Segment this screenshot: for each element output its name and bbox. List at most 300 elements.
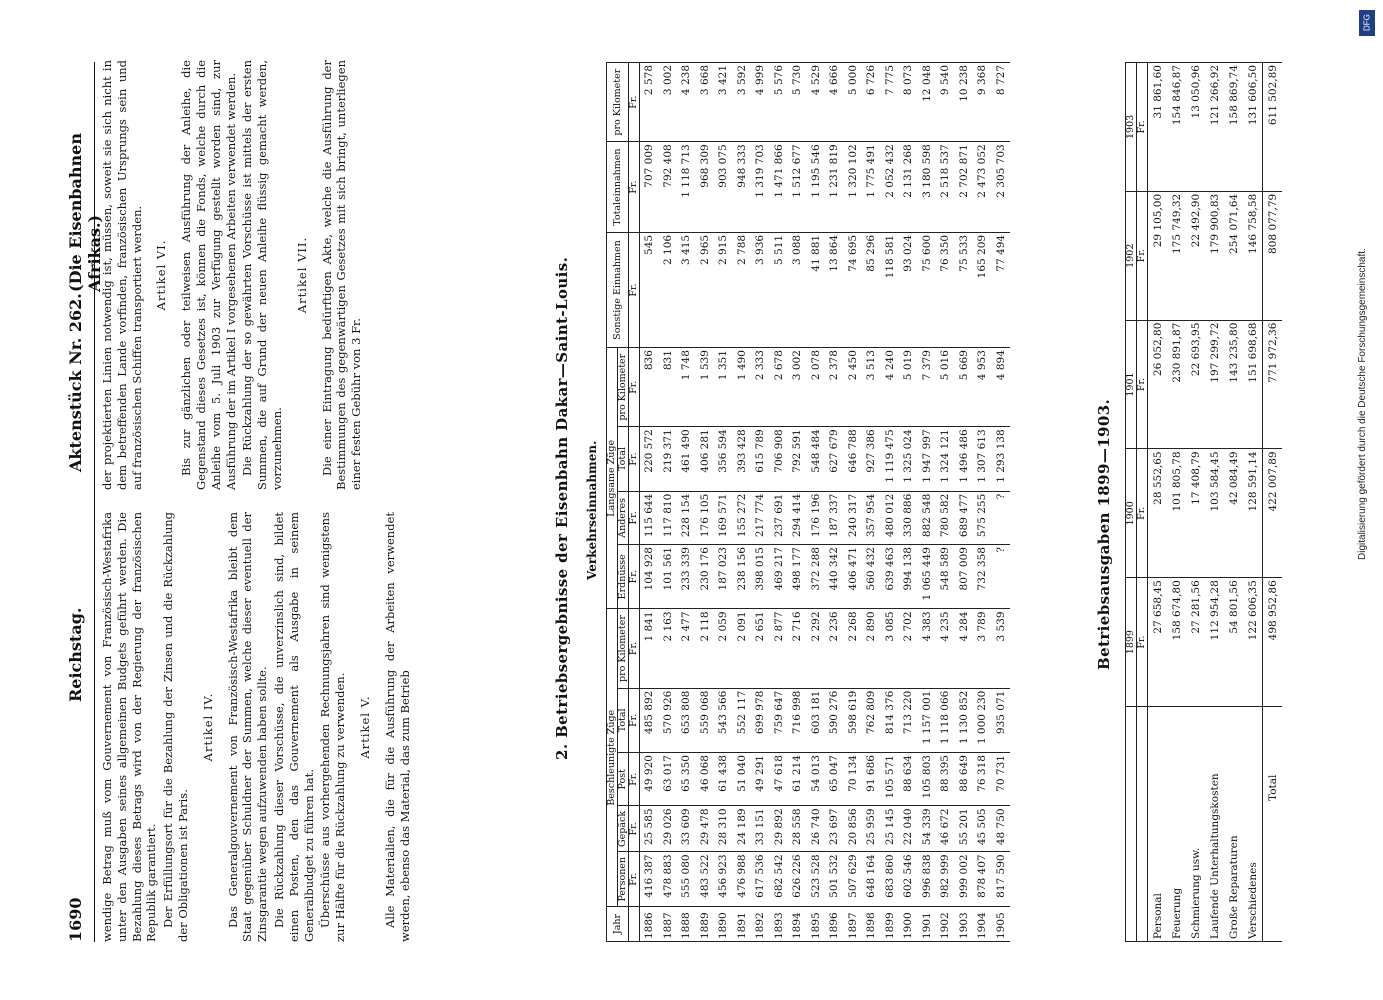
- value-cell: 75 533: [955, 232, 974, 347]
- value-cell: 46 672: [936, 806, 955, 852]
- value-cell: 4 953: [973, 348, 992, 427]
- value-cell: 2 091: [733, 609, 752, 688]
- value-cell: 330 886: [899, 491, 918, 544]
- value-cell: 3 539: [992, 609, 1011, 688]
- value-cell: 77 494: [992, 232, 1011, 347]
- value-cell: 4 383: [918, 609, 937, 688]
- year-cell: 1904: [973, 907, 992, 942]
- value-cell: 706 908: [770, 427, 789, 491]
- value-cell: 7 379: [918, 348, 937, 427]
- header-cell: Gepäck: [618, 806, 629, 852]
- value-cell: 105 571: [881, 753, 900, 806]
- table-row: [1148, 63, 1168, 942]
- header-cell-empty: [1137, 707, 1148, 942]
- value-cell: 406 281: [696, 427, 715, 491]
- year-cell: 1892: [751, 907, 770, 942]
- header-cell: Totaleinnahmen: [607, 142, 629, 233]
- value-cell: 238 156: [733, 545, 752, 609]
- value-cell: 575 255: [973, 491, 992, 544]
- row-label: Laufende Unterhaltungskosten: [1205, 707, 1224, 942]
- header-cell: Personen: [618, 852, 629, 907]
- value-cell: 2 890: [862, 609, 881, 688]
- value-cell: 653 808: [677, 688, 696, 752]
- table-row: [1224, 63, 1243, 942]
- table-row: [696, 63, 715, 942]
- value-cell: 646 788: [844, 427, 863, 491]
- value-cell: 1 539: [696, 348, 715, 427]
- value-cell: 2 106: [659, 232, 678, 347]
- value-cell: 2 915: [714, 232, 733, 347]
- value-cell: 26 052,80: [1148, 320, 1168, 449]
- value-cell: 3 180 598: [918, 142, 937, 233]
- value-cell: 5 511: [770, 232, 789, 347]
- value-cell: 2 059: [714, 609, 733, 688]
- value-cell: 639 463: [881, 545, 900, 609]
- value-cell: 76 350: [936, 232, 955, 347]
- value-cell: 485 892: [640, 688, 659, 752]
- aktenstueck-label: Aktenstück Nr. 262.: [66, 293, 85, 472]
- value-cell: 104 928: [640, 545, 659, 609]
- value-cell: 2 651: [751, 609, 770, 688]
- value-cell: 626 226: [788, 852, 807, 907]
- section-subtitle: Verkehrseinnahmen.: [585, 440, 599, 580]
- value-cell: 699 978: [751, 688, 770, 752]
- paragraph: Das Generalgouvernement von Französisch-Westafrika bleibt dem Staat gegenüber Schuldner der Summen, welche dieser eventuell der Zinsgarantie wegen aufzuwenden haben sollte.: [225, 512, 270, 942]
- value-cell: 570 926: [659, 688, 678, 752]
- value-cell: 2 965: [696, 232, 715, 347]
- value-cell: 22 693,95: [1186, 320, 1205, 449]
- value-cell: 2 118: [696, 609, 715, 688]
- table-row: [899, 63, 918, 942]
- value-cell: 590 276: [825, 688, 844, 752]
- value-cell: 49 291: [751, 753, 770, 806]
- value-cell: 28 558: [788, 806, 807, 852]
- value-cell: 3 592: [733, 63, 752, 142]
- unit-cell: Fr.: [1137, 63, 1148, 192]
- value-cell: 115 644: [640, 491, 659, 544]
- value-cell: 598 619: [844, 688, 863, 752]
- value-cell: 996 838: [918, 852, 937, 907]
- year-cell: 1889: [696, 907, 715, 942]
- unit-cell: Fr.: [629, 232, 640, 347]
- value-cell: 406 471: [844, 545, 863, 609]
- header-cell: Post: [618, 753, 629, 806]
- article-heading: Artikel VI.: [154, 239, 169, 311]
- value-cell: 507 629: [844, 852, 863, 907]
- year-cell: 1896: [825, 907, 844, 942]
- value-cell: 545: [640, 232, 659, 347]
- unit-cell: Fr.: [629, 852, 640, 907]
- value-cell: 131 606,50: [1243, 63, 1263, 192]
- year-cell: 1894: [788, 907, 807, 942]
- text-column-left: [100, 512, 414, 942]
- value-cell: 28 552,65: [1148, 449, 1168, 578]
- value-cell: 1 748: [677, 348, 696, 427]
- value-cell: 1 490: [733, 348, 752, 427]
- table-row: [844, 63, 863, 942]
- expenses-table: [1125, 62, 1282, 942]
- group-header-slow: Langsame Züge: [607, 348, 618, 609]
- value-cell: 29 105,00: [1148, 191, 1168, 320]
- value-cell: 294 414: [788, 491, 807, 544]
- paragraph: Die Rückzahlung der so gewährten Vorschüsse ist mittels der ersten Summen, die auf Grund der neuen Anleihe flüssig gemacht werden, vorzunehmen.: [240, 60, 284, 490]
- value-cell: ?: [992, 491, 1011, 544]
- year-cell: 1903: [955, 907, 974, 942]
- table-row: [733, 63, 752, 942]
- unit-cell: Fr.: [629, 609, 640, 688]
- row-label: Verschiedenes: [1243, 707, 1263, 942]
- value-cell: 112 954,28: [1205, 578, 1224, 707]
- value-cell: 46 068: [696, 753, 715, 806]
- year-header: 1903: [1126, 63, 1137, 192]
- value-cell: 31 861,60: [1148, 63, 1168, 192]
- value-cell: 61 438: [714, 753, 733, 806]
- table-row: [788, 63, 807, 942]
- value-cell: 151 698,68: [1243, 320, 1263, 449]
- value-cell: 1 471 866: [770, 142, 789, 233]
- value-cell: 65 350: [677, 753, 696, 806]
- value-cell: 1 325 024: [899, 427, 918, 491]
- table-row: [881, 63, 900, 942]
- value-cell: 233 339: [677, 545, 696, 609]
- value-cell: 552 117: [733, 688, 752, 752]
- value-cell: 230 176: [696, 545, 715, 609]
- value-cell: 683 860: [881, 852, 900, 907]
- value-cell: 1 118 066: [936, 688, 955, 752]
- unit-cell: Fr.: [629, 688, 640, 752]
- value-cell: 2 450: [844, 348, 863, 427]
- row-label: Schmierung usw.: [1186, 707, 1205, 942]
- value-cell: 6 726: [862, 63, 881, 142]
- value-cell: 935 071: [992, 688, 1011, 752]
- article-heading: Artikel V.: [357, 695, 372, 759]
- value-cell: 48 750: [992, 806, 1011, 852]
- group-header-fast: Beschleunigte Züge: [607, 609, 618, 907]
- value-cell: 4 284: [955, 609, 974, 688]
- value-cell: 543 566: [714, 688, 733, 752]
- value-cell: 1 307 613: [973, 427, 992, 491]
- table-row: [936, 63, 955, 942]
- value-cell: 5 000: [844, 63, 863, 142]
- value-cell: 982 999: [936, 852, 955, 907]
- value-cell: 3 513: [862, 348, 881, 427]
- value-cell: 617 536: [751, 852, 770, 907]
- table-row: [640, 63, 659, 942]
- value-cell: 372 288: [807, 545, 826, 609]
- value-cell: 555 080: [677, 852, 696, 907]
- value-cell: 155 272: [733, 491, 752, 544]
- value-cell: 927 386: [862, 427, 881, 491]
- value-cell: 41 881: [807, 232, 826, 347]
- value-cell: 254 071,64: [1224, 191, 1243, 320]
- unit-cell: [629, 907, 640, 942]
- value-cell: 240 317: [844, 491, 863, 544]
- value-cell: 2 578: [640, 63, 659, 142]
- year-cell: 1888: [677, 907, 696, 942]
- value-cell: 27 658,45: [1148, 578, 1168, 707]
- value-cell: 4 529: [807, 63, 826, 142]
- value-cell: 1 775 491: [862, 142, 881, 233]
- value-cell: 45 505: [973, 806, 992, 852]
- value-cell: 356 594: [714, 427, 733, 491]
- value-cell: 1 320 102: [844, 142, 863, 233]
- table-row: [1243, 63, 1263, 942]
- year-cell: 1898: [862, 907, 881, 942]
- value-cell: 27 281,56: [1186, 578, 1205, 707]
- table-row: [770, 63, 789, 942]
- value-cell: 814 376: [881, 688, 900, 752]
- value-cell: 1 324 121: [936, 427, 955, 491]
- value-cell: 2 052 432: [881, 142, 900, 233]
- value-cell: 3 085: [881, 609, 900, 688]
- text-column-right: [100, 60, 366, 490]
- value-cell: 3 936: [751, 232, 770, 347]
- value-cell: 143 235,80: [1224, 320, 1243, 449]
- value-cell: 792 591: [788, 427, 807, 491]
- unit-cell: Fr.: [629, 142, 640, 233]
- total-cell: 498 952,86: [1263, 578, 1283, 707]
- value-cell: 128 591,14: [1243, 449, 1263, 578]
- value-cell: 3 789: [973, 609, 992, 688]
- value-cell: 12 048: [918, 63, 937, 142]
- value-cell: 176 105: [696, 491, 715, 544]
- value-cell: 1 351: [714, 348, 733, 427]
- header-cell: Erdnüsse: [618, 545, 629, 609]
- value-cell: 548 589: [936, 545, 955, 609]
- value-cell: 357 954: [862, 491, 881, 544]
- value-cell: 1 130 852: [955, 688, 974, 752]
- value-cell: 237 691: [770, 491, 789, 544]
- value-cell: 1 841: [640, 609, 659, 688]
- value-cell: 1 119 475: [881, 427, 900, 491]
- value-cell: 831: [659, 348, 678, 427]
- value-cell: 197 299,72: [1205, 320, 1224, 449]
- year-cell: 1893: [770, 907, 789, 942]
- paragraph: Der Erfüllungsort für die Bezahlung der Zinsen und die Rückzahlung der Obligationen ist Paris.: [161, 512, 190, 942]
- value-cell: 25 145: [881, 806, 900, 852]
- value-cell: 689 477: [955, 491, 974, 544]
- header-cell: Jahr: [607, 907, 629, 942]
- value-cell: 713 220: [899, 688, 918, 752]
- header-cell: pro Kilometer: [607, 63, 629, 142]
- value-cell: 1 947 997: [918, 427, 937, 491]
- header-cell: pro Kilometer: [618, 609, 629, 688]
- value-cell: 2 702: [899, 609, 918, 688]
- value-cell: 5 730: [788, 63, 807, 142]
- value-cell: 1 065 449: [918, 545, 937, 609]
- table-row: [659, 63, 678, 942]
- table-row: [992, 63, 1011, 942]
- year-cell: 1897: [844, 907, 863, 942]
- value-cell: 648 164: [862, 852, 881, 907]
- value-cell: 5 019: [899, 348, 918, 427]
- value-cell: 559 068: [696, 688, 715, 752]
- paragraph: der projektierten Linien notwendig ist, müssen, soweit sie sich nicht in dem betreffenden Lande vorfinden, französischen Ursprungs sein und auf französischen Schiffen transportiert werden.: [100, 60, 144, 490]
- value-cell: 3 421: [714, 63, 733, 142]
- value-cell: 10 238: [955, 63, 974, 142]
- value-cell: 1 157 001: [918, 688, 937, 752]
- value-cell: 54 339: [918, 806, 937, 852]
- value-cell: 65 047: [825, 753, 844, 806]
- year-cell: 1887: [659, 907, 678, 942]
- year-cell: 1900: [899, 907, 918, 942]
- table-row: [807, 63, 826, 942]
- row-label: Personal: [1148, 707, 1168, 942]
- value-cell: 93 024: [899, 232, 918, 347]
- value-cell: 2 236: [825, 609, 844, 688]
- value-cell: 759 647: [770, 688, 789, 752]
- value-cell: 20 856: [844, 806, 863, 852]
- year-cell: 1905: [992, 907, 1011, 942]
- unit-cell: Fr.: [629, 753, 640, 806]
- value-cell: 882 548: [918, 491, 937, 544]
- value-cell: 461 490: [677, 427, 696, 491]
- year-cell: 1890: [714, 907, 733, 942]
- value-cell: 101 805,78: [1167, 449, 1186, 578]
- value-cell: 393 428: [733, 427, 752, 491]
- value-cell: 17 408,79: [1186, 449, 1205, 578]
- value-cell: 1 195 546: [807, 142, 826, 233]
- value-cell: 103 584,45: [1205, 449, 1224, 578]
- value-cell: 4 235: [936, 609, 955, 688]
- total-row: [1263, 63, 1283, 942]
- value-cell: 456 923: [714, 852, 733, 907]
- value-cell: 176 196: [807, 491, 826, 544]
- value-cell: 2 877: [770, 609, 789, 688]
- unit-cell: Fr.: [629, 348, 640, 427]
- year-cell: 1886: [640, 907, 659, 942]
- value-cell: 948 333: [733, 142, 752, 233]
- table-row: [1205, 63, 1224, 942]
- value-cell: 4 999: [751, 63, 770, 142]
- year-header: 1900: [1126, 449, 1137, 578]
- value-cell: 1 231 819: [825, 142, 844, 233]
- value-cell: 54 801,56: [1224, 578, 1243, 707]
- value-cell: 792 408: [659, 142, 678, 233]
- value-cell: 74 695: [844, 232, 863, 347]
- value-cell: 22 040: [899, 806, 918, 852]
- header-cell: Sonstige Einnahmen: [607, 232, 629, 347]
- value-cell: 169 571: [714, 491, 733, 544]
- value-cell: 9 540: [936, 63, 955, 142]
- header-cell: Anderes: [618, 491, 629, 544]
- value-cell: 994 138: [899, 545, 918, 609]
- value-cell: 1 319 703: [751, 142, 770, 233]
- value-cell: 49 920: [640, 753, 659, 806]
- value-cell: 440 342: [825, 545, 844, 609]
- value-cell: 25 585: [640, 806, 659, 852]
- value-cell: 33 151: [751, 806, 770, 852]
- value-cell: 75 600: [918, 232, 937, 347]
- value-cell: 501 532: [825, 852, 844, 907]
- value-cell: 146 758,58: [1243, 191, 1263, 320]
- value-cell: 1 293 138: [992, 427, 1011, 491]
- year-cell: 1895: [807, 907, 826, 942]
- unit-cell: Fr.: [629, 63, 640, 142]
- dfg-logo: DFG: [1359, 10, 1375, 36]
- unit-cell: Fr.: [1137, 578, 1148, 707]
- value-cell: 4 238: [677, 63, 696, 142]
- value-cell: 76 318: [973, 753, 992, 806]
- value-cell: 88 649: [955, 753, 974, 806]
- page-header: [62, 62, 104, 942]
- value-cell: 105 803: [918, 753, 937, 806]
- value-cell: 219 371: [659, 427, 678, 491]
- article-heading: Artikel IV.: [200, 692, 215, 762]
- value-cell: 5 016: [936, 348, 955, 427]
- value-cell: 999 002: [955, 852, 974, 907]
- value-cell: 23 697: [825, 806, 844, 852]
- value-cell: 3 002: [659, 63, 678, 142]
- article-heading: Artikel VII.: [294, 236, 309, 314]
- value-cell: 24 189: [733, 806, 752, 852]
- value-cell: 121 266,92: [1205, 63, 1224, 192]
- paragraph: wendige Betrag muß vom Gouvernement von Französisch-Westafrika unter den Ausgaben seines allgemeinen Budgets geführt werden. Die Bezahlung dieses Betrags wird von der Regierung der französischen Republik garantiert.: [100, 512, 159, 942]
- value-cell: 165 209: [973, 232, 992, 347]
- paragraph: Die einer Eintragung bedürftigen Akte, welche die Ausführung der Bestimmungen des gegenwärtigen Gesetzes mit sich bringt, unterliegen einer festen Gebühr von 3 Fr.: [319, 60, 364, 490]
- table-row: [918, 63, 937, 942]
- value-cell: 187 023: [714, 545, 733, 609]
- paragraph: Bis zur gänzlichen oder teilweisen Ausführung der Anleihe, die Gegenstand dieses Gesetzes ist, können die Fonds, welche durch die Anleihe vom 5. Juli 1903 zur Verfügung gestellt worden sind, zur Ausführung der im Artikel I vorgesehenen Arbeiten verwendet werden.: [179, 60, 238, 490]
- paragraph: Alle Materialien, die für die Ausführung der Arbeiten verwendet werden, ebenso das Material, das zum Betrieb: [382, 512, 412, 942]
- value-cell: 476 988: [733, 852, 752, 907]
- unit-cell: Fr.: [629, 545, 640, 609]
- value-cell: 217 774: [751, 491, 770, 544]
- value-cell: 117 810: [659, 491, 678, 544]
- value-cell: 2 477: [677, 609, 696, 688]
- revenue-table: [606, 62, 1010, 942]
- value-cell: 13 050,96: [1186, 63, 1205, 192]
- header-cell: Total: [618, 427, 629, 491]
- value-cell: 807 009: [955, 545, 974, 609]
- value-cell: 9 368: [973, 63, 992, 142]
- value-cell: 602 546: [899, 852, 918, 907]
- subject-label: (Die Eisenbahnen Afrikas.): [66, 133, 104, 292]
- value-cell: 398 015: [751, 545, 770, 609]
- value-cell: 88 634: [899, 753, 918, 806]
- value-cell: 29 478: [696, 806, 715, 852]
- year-cell: 1891: [733, 907, 752, 942]
- unit-cell: Fr.: [629, 806, 640, 852]
- value-cell: 732 358: [973, 545, 992, 609]
- unit-cell: Fr.: [629, 491, 640, 544]
- value-cell: ?: [992, 545, 1011, 609]
- year-cell: 1899: [881, 907, 900, 942]
- value-cell: 716 998: [788, 688, 807, 752]
- value-cell: 478 883: [659, 852, 678, 907]
- section-title-expenses: Betriebsausgaben 1899—1903.: [1095, 398, 1113, 670]
- value-cell: 3 668: [696, 63, 715, 142]
- value-cell: 85 296: [862, 232, 881, 347]
- page-number: 1690: [66, 897, 85, 942]
- paragraph: Die Rückzahlung dieser Vorschüsse, die unverzinslich sind, bildet einen Posten, den das Gouvernement als Ausgabe in seinem Generalbudget zu führen hat.: [271, 512, 316, 942]
- unit-cell: Fr.: [1137, 449, 1148, 578]
- year-header: 1899: [1126, 578, 1137, 707]
- value-cell: 2 268: [844, 609, 863, 688]
- value-cell: 3 415: [677, 232, 696, 347]
- value-cell: 101 561: [659, 545, 678, 609]
- value-cell: 483 522: [696, 852, 715, 907]
- value-cell: 25 959: [862, 806, 881, 852]
- value-cell: 154 846,87: [1167, 63, 1186, 192]
- unit-cell: Fr.: [629, 427, 640, 491]
- table-row: [862, 63, 881, 942]
- year-header: 1901: [1126, 320, 1137, 449]
- value-cell: 70 731: [992, 753, 1011, 806]
- value-cell: 55 201: [955, 806, 974, 852]
- value-cell: 627 679: [825, 427, 844, 491]
- row-label: Feuerung: [1167, 707, 1186, 942]
